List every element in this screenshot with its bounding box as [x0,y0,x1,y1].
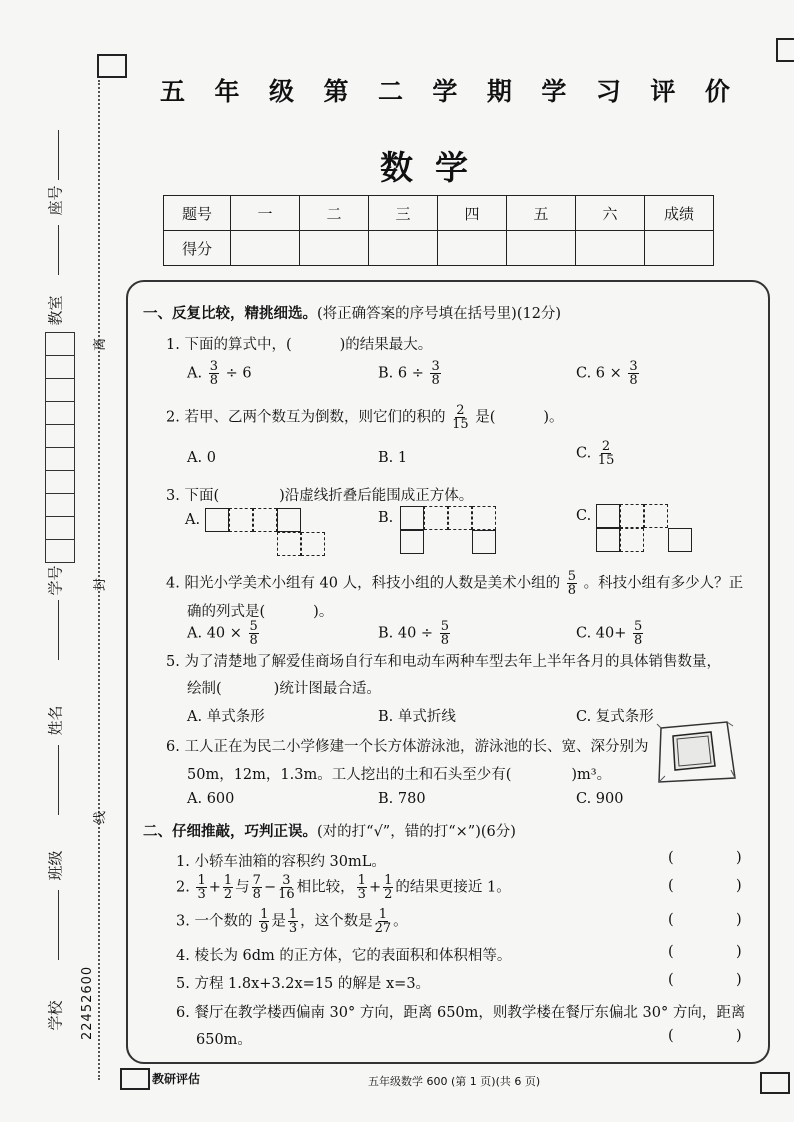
score-cell-header: 三 [369,196,438,231]
s2-q1-paren-close: ) [736,850,742,866]
title-char: 年 [214,77,240,106]
fraction: $\frac{3}{8}$ [209,359,218,388]
seat-line [58,130,59,180]
title-char: 价 [704,77,730,106]
option-label: B. 6 ÷ [378,365,424,382]
binding-strip [0,0,130,1122]
s2-q3 [176,908,408,935]
score-cell-blank[interactable] [507,231,576,266]
q1-option-a [187,360,252,387]
exam-no-label: 学号 [46,565,65,596]
q3-option-b-label: B. [378,510,394,526]
q6-option-b: B. 780 [378,791,426,807]
option-label: B. 40 ÷ [378,625,434,642]
room-label: 教室 [46,295,65,326]
section2-heading [143,820,516,841]
q3-option-a-label: A. [185,512,201,528]
score-cell-header: 题号 [164,196,231,231]
section1-heading [143,302,561,323]
title-char: 评 [650,77,676,106]
score-table [163,195,714,266]
corner-box-top-right [776,38,794,62]
seat-label: 座号 [46,185,65,216]
feng-char: 封 [93,577,109,592]
s2-q2-text: 相比较， [296,879,355,896]
s2-q1-paren-open: ( [668,850,674,866]
class-label: 班级 [46,850,65,881]
fraction: $\frac{1}{27}$ [374,907,392,936]
title-char: 期 [486,77,512,106]
page-footer: 五年级数学 600 (第 1 页)(共 6 页) [368,1075,541,1088]
score-cell-blank[interactable] [300,231,369,266]
score-cell-label: 得分 [164,231,231,266]
score-cell-header: 成绩 [645,196,714,231]
q3-stem-a: 3. 下面( [166,488,220,504]
fraction: $\frac{5}{8}$ [634,619,643,648]
option-label: A. 40 × [187,625,242,642]
score-table-header-row [164,196,714,231]
score-cell-header: 四 [438,196,507,231]
s2-q3-paren-close: ) [736,912,742,928]
s2-q4-answer[interactable] [680,944,736,962]
q1-stem-b: )的结果最大。 [339,337,433,353]
s2-q3-c: ，这个数是 [300,913,373,930]
section1-title: 一、反复比较，精挑细选。 [143,305,317,322]
s2-q6-paren-close: ) [736,1028,742,1044]
q5-option-b: B. 单式折线 [378,709,456,725]
q4-stem-b: 。科技小组有多少人？正 [583,575,744,592]
school-label: 学校 [46,1000,65,1031]
section1-note: (将正确答案的序号填在括号里)(12分) [317,306,562,322]
q2-stem-b: 是( [475,409,496,426]
fraction: $\frac{7}{8}$ [252,873,261,902]
title-char: 习 [595,77,621,106]
q5-stem-line1: 5. 为了清楚地了解爱佳商场自行车和电动车两种车型去年上半年各月的具体销售数量， [166,654,721,670]
s2-q1: 1. 小轿车油箱的容积约 30mL。 [176,854,386,870]
xian-char: 线 [93,810,109,825]
q3-stem-b: )沿虚线折叠后能围成正方体。 [279,488,474,504]
fraction: $\frac{3}{8}$ [431,359,440,388]
s2-q6-line2: 650m。 [196,1032,252,1048]
q2-stem-c: )。 [543,409,564,426]
q1-stem-a: 1. 下面的算式中，( [166,337,292,353]
s2-q2-num: 2. [176,879,190,896]
title-char: 第 [323,77,349,106]
exam-no-line [58,600,59,660]
subject-title: 数学 [380,148,490,187]
swimming-pool-illustration [655,720,737,784]
section2-title: 二、仔细推敲，巧判正误。 [143,823,317,840]
score-cell-blank[interactable] [576,231,645,266]
q5-option-a: A. 单式条形 [187,709,265,725]
score-cell-header: 五 [507,196,576,231]
s2-q2-paren-open: ( [668,878,674,894]
score-cell-blank[interactable] [369,231,438,266]
score-cell-header: 六 [576,196,645,231]
s2-q6-paren-open: ( [668,1028,674,1044]
fraction: $\frac{2}{15}$ [452,403,469,432]
q5-stem-line2 [187,677,381,698]
s2-q5-paren-close: ) [736,972,742,988]
fraction: $\frac{2}{15}$ [597,439,615,468]
q4-stem-a: 4. 阳光小学美术小组有 40 人，科技小组的人数是美术小组的 [166,575,561,592]
title-char: 学 [432,77,458,106]
option-label: C. 40+ [576,625,627,642]
fraction: $\frac{1}{3}$ [288,907,298,936]
q1-stem [166,333,432,354]
q1-option-b [378,360,443,387]
q3-stem [166,484,473,505]
s2-q2-plus: + [208,879,221,896]
s2-q2-end: 的结果更接近 1。 [395,879,511,896]
li-char: 离 [93,337,109,352]
name-label: 姓名 [46,705,65,736]
fraction: $\frac{1}{9}$ [260,907,269,936]
q6-stem-line1: 6. 工人正在为民二小学修建一个长方体游泳池，游泳池的长、宽、深分别为 [166,739,649,755]
option-label: C. [576,445,592,462]
fraction: $\frac{1}{3}$ [197,873,206,902]
s2-q2-answer[interactable] [680,878,736,896]
q4-option-c [576,620,645,647]
title-char: 二 [377,77,403,106]
score-cell-header: 二 [300,196,369,231]
fraction: $\frac{5}{8}$ [440,619,449,648]
score-cell-blank[interactable] [231,231,300,266]
footer-label: 教研评估 [152,1072,201,1086]
exam-title [160,72,730,108]
s2-q5-answer[interactable] [680,972,736,990]
s2-q6-line1: 6. 餐厅在教学楼西偏南 30° 方向，距离 650m，则教学楼在餐厅东偏北 30° 方向，距离 [176,1005,746,1021]
q2-option-c [576,440,616,467]
fraction: $\frac{3}{8}$ [629,359,638,388]
q2-stem-a: 2. 若甲、乙两个数互为倒数，则它们的积的 [166,409,446,426]
class-line [58,890,59,960]
score-cell-blank[interactable] [438,231,507,266]
exam-code: 22452600 [80,965,95,1040]
q2-stem [166,404,564,431]
s2-q3-a: 3. 一个数的 [176,913,253,930]
q1-option-c [576,360,641,387]
q4-option-b [378,620,452,647]
title-char: 五 [160,77,186,106]
s2-q3-paren-open: ( [668,912,674,928]
s2-q4-paren-close: ) [736,944,742,960]
score-cell-blank[interactable] [645,231,714,266]
s2-q2 [176,874,511,901]
q6-option-a: A. 600 [187,791,235,807]
s2-q2-paren-close: ) [736,878,742,894]
q4-option-a [187,620,261,647]
s2-q5-paren-open: ( [668,972,674,988]
exam-no-grid [45,332,75,563]
q6-stem-c: )m³。 [571,767,612,783]
s2-q2-yu: 与 [235,879,250,896]
q5-option-c: C. 复式条形 [576,709,654,725]
option-label: A. [187,365,203,382]
s2-q1-answer[interactable] [680,850,736,868]
fraction: $\frac{1}{2}$ [223,873,233,902]
q4-stem-c: 确的列式是( [187,604,266,620]
q5-stem-b: 绘制( [187,681,222,697]
fraction: $\frac{5}{8}$ [249,619,258,648]
s2-q3-d: 。 [393,913,408,930]
s2-q4: 4. 棱长为 6dm 的正方体，它的表面积和体积相等。 [176,948,512,964]
section2-note: (对的打“√”，错的打“×”)(6分) [317,824,516,840]
s2-q2-minus: − [263,879,277,896]
title-char: 级 [268,77,294,106]
s2-q6-answer[interactable] [680,1028,736,1046]
name-line [58,745,59,815]
s2-q3-b: 是 [271,913,286,930]
s2-q2-plus2: + [368,879,382,896]
q6-stem-b: 50m，12m，1.3m。工人挖出的土和石头至少有( [187,767,512,783]
s2-q5: 5. 方程 1.8x+3.2x=15 的解是 x=3。 [176,976,431,992]
q2-option-a: A. 0 [187,450,216,466]
score-cell-header: 一 [231,196,300,231]
corner-box-bottom-right [760,1072,790,1094]
seat-line-2 [58,225,59,275]
q4-stem-line1 [166,570,743,597]
q6-option-c: C. 900 [576,791,624,807]
score-table-score-row [164,231,714,266]
fraction: $\frac{1}{3}$ [357,873,366,902]
option-label: C. 6 × [576,365,622,382]
s2-q4-paren-open: ( [668,944,674,960]
q3-option-c-label: C. [576,508,592,524]
fraction: $\frac{1}{2}$ [384,873,393,902]
fraction: $\frac{3}{16}$ [278,873,295,902]
s2-q3-answer[interactable] [680,912,736,930]
q4-stem-line2 [187,600,333,621]
q2-option-b: B. 1 [378,450,408,466]
title-char: 学 [541,77,567,106]
fraction: $\frac{5}{8}$ [567,569,577,598]
q6-stem-line2 [187,763,611,784]
q5-stem-c: )统计图最合适。 [273,681,381,697]
q4-stem-d: )。 [313,604,334,620]
option-text: ÷ 6 [225,365,252,382]
